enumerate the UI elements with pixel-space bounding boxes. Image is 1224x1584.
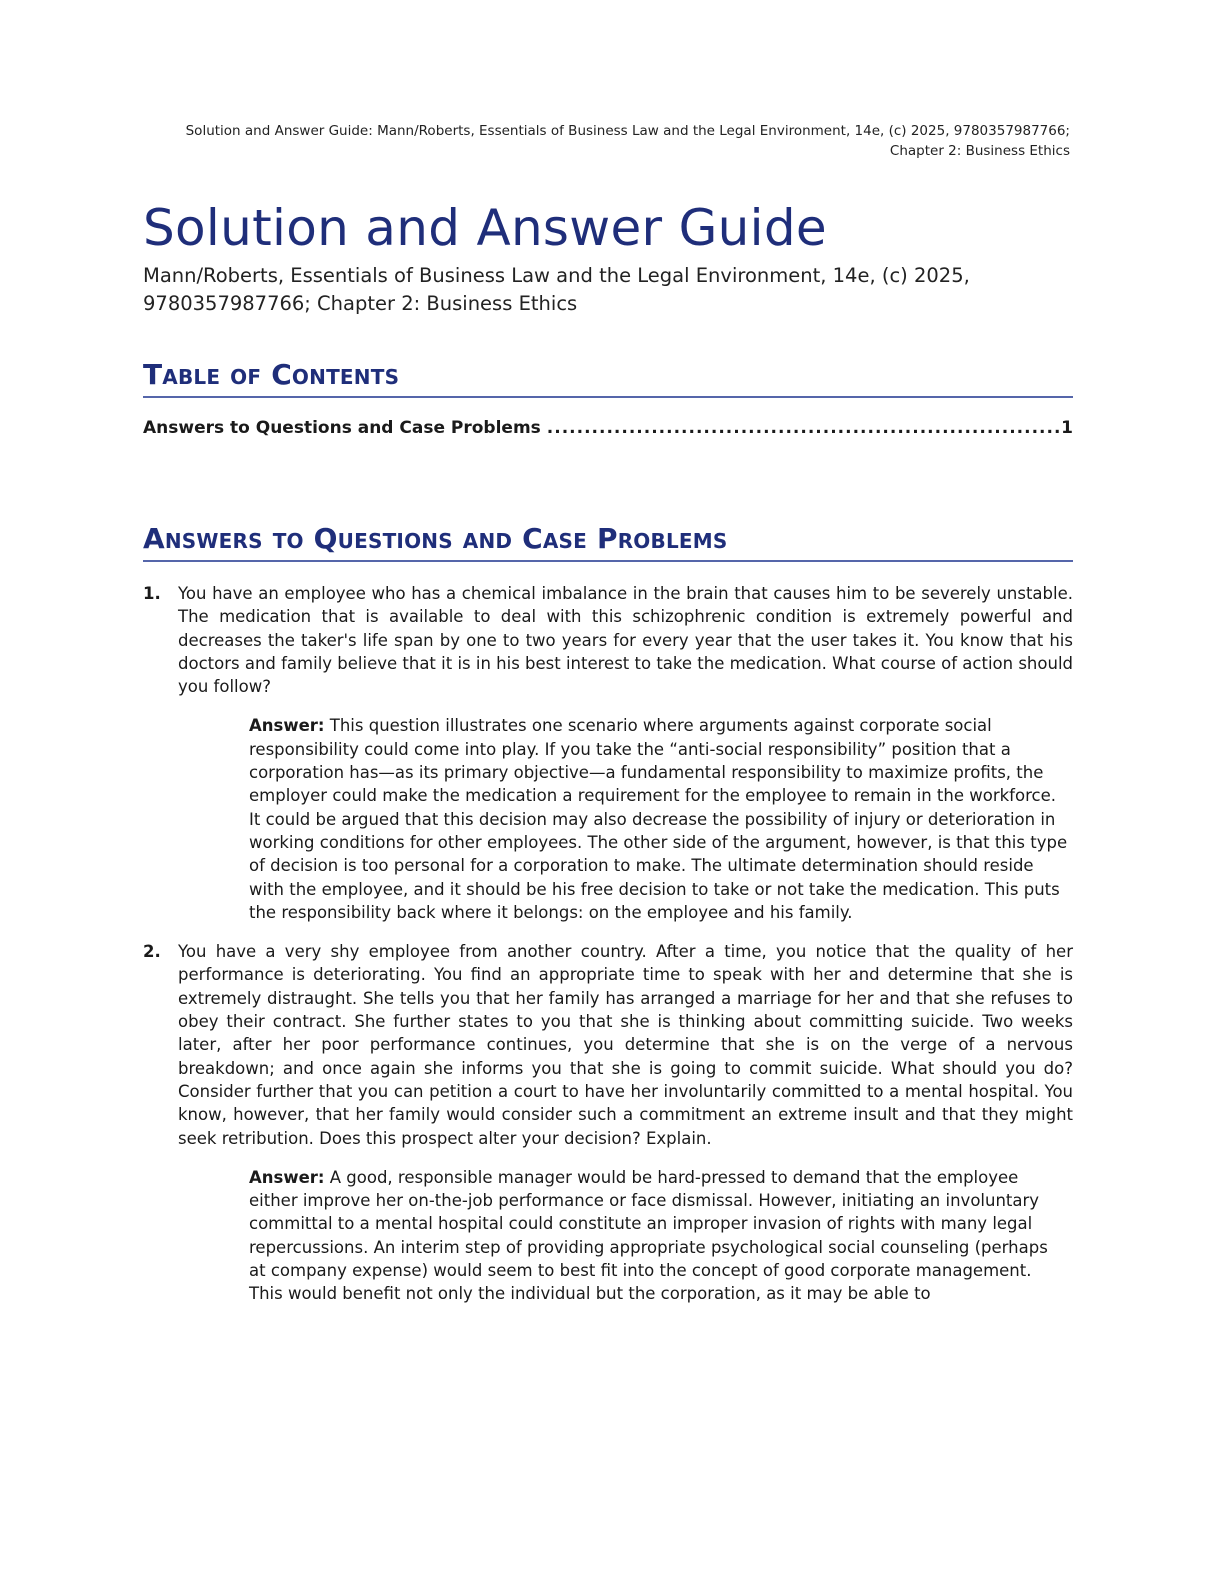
toc-entry[interactable]	[143, 418, 1073, 438]
answer-label: Answer:	[249, 1167, 325, 1187]
answer-text: A good, responsible manager would be hard-pressed to demand that the employee either improve her on-the-job performance or face dismissal. However, initiating an involuntary committal to a mental hospital could constitute an improper invasion of rights with many legal repercussions. An interim step of providing appropriate psychological social counseling (perhaps at company expense) would seem to best fit into the concept of good corporate management. This would benefit not only the individual but the corporation, as it may be able to	[249, 1167, 1048, 1304]
running-header-line-1: Solution and Answer Guide: Mann/Roberts, Essentials of Business Law and the Legal Environment, 14e, (c) 2025, 9780357987766;	[185, 123, 1070, 139]
answers-section-heading-text: Answers to Questions and Case Problems	[143, 522, 728, 555]
question-number: 2.	[143, 942, 161, 962]
question-item	[143, 940, 1073, 1150]
answer-item	[249, 1166, 1069, 1306]
answer-label: Answer:	[249, 716, 325, 736]
answers-section-heading	[143, 522, 1073, 562]
toc-heading	[143, 358, 1073, 398]
question-text: You have a very shy employee from another country. After a time, you notice that the quality of her performance is deteriorating. You find an appropriate time to speak with her and determine that she is extremely distraught. She tells you that her family has arranged a marriage for her and that she refuses to obey their contract. She further states to you that she is thinking about committing suicide. Two weeks later, after her poor performance continues, you determine that she is on the verge of a nervous breakdown; and once again she informs you that she is going to commit suicide. What should you do? Consider further that you can petition a court to have her involuntarily committed to a mental hospital. You know, however, that her family would consider such a commitment an extreme insult and that they might seek retribution. Does this prospect alter your decision? Explain.	[178, 942, 1073, 1148]
document-subtitle: Mann/Roberts, Essentials of Business Law and the Legal Environment, 14e, (c) 2025, 9780357987766; Chapter 2: Business Ethics	[143, 264, 970, 315]
document-title: Solution and Answer Guide	[143, 199, 827, 257]
toc-heading-text: Table of Contents	[143, 358, 400, 391]
toc-entry-page: 1	[1061, 418, 1073, 438]
answer-text: This question illustrates one scenario where arguments against corporate social responsibility could come into play. If you take the “anti-social responsibility” position that a corporation has—as its primary objective—a fundamental responsibility to maximize profits, the employer could make the medication a requirement for the employee to remain in the workforce. It could be argued that this decision may also decrease the possibility of injury or deterioration in working conditions for other employees. The other side of the argument, however, is that this type of decision is too personal for a corporation to make. The ultimate determination should reside with the employee, and it should be his free decision to take or not take the medication. This puts the responsibility back where it belongs: on the employee and his family.	[249, 716, 1068, 922]
toc-leader-dots	[547, 418, 1059, 438]
running-header	[30, 121, 1070, 161]
answer-item	[249, 714, 1069, 924]
question-item	[143, 582, 1073, 698]
running-header-line-2: Chapter 2: Business Ethics	[889, 143, 1070, 159]
question-number: 1.	[143, 584, 161, 603]
toc-entry-label: Answers to Questions and Case Problems	[143, 418, 541, 438]
question-text: You have an employee who has a chemical imbalance in the brain that causes him to be severely unstable. The medication that is available to deal with this schizophrenic condition is extremely powerful and decreases the taker's life span by one to two years for every year that the user takes it. You know that his doctors and family believe that it is in his best interest to take the medication. What course of action should you follow?	[178, 584, 1074, 697]
question-answer-list	[143, 582, 1073, 1322]
